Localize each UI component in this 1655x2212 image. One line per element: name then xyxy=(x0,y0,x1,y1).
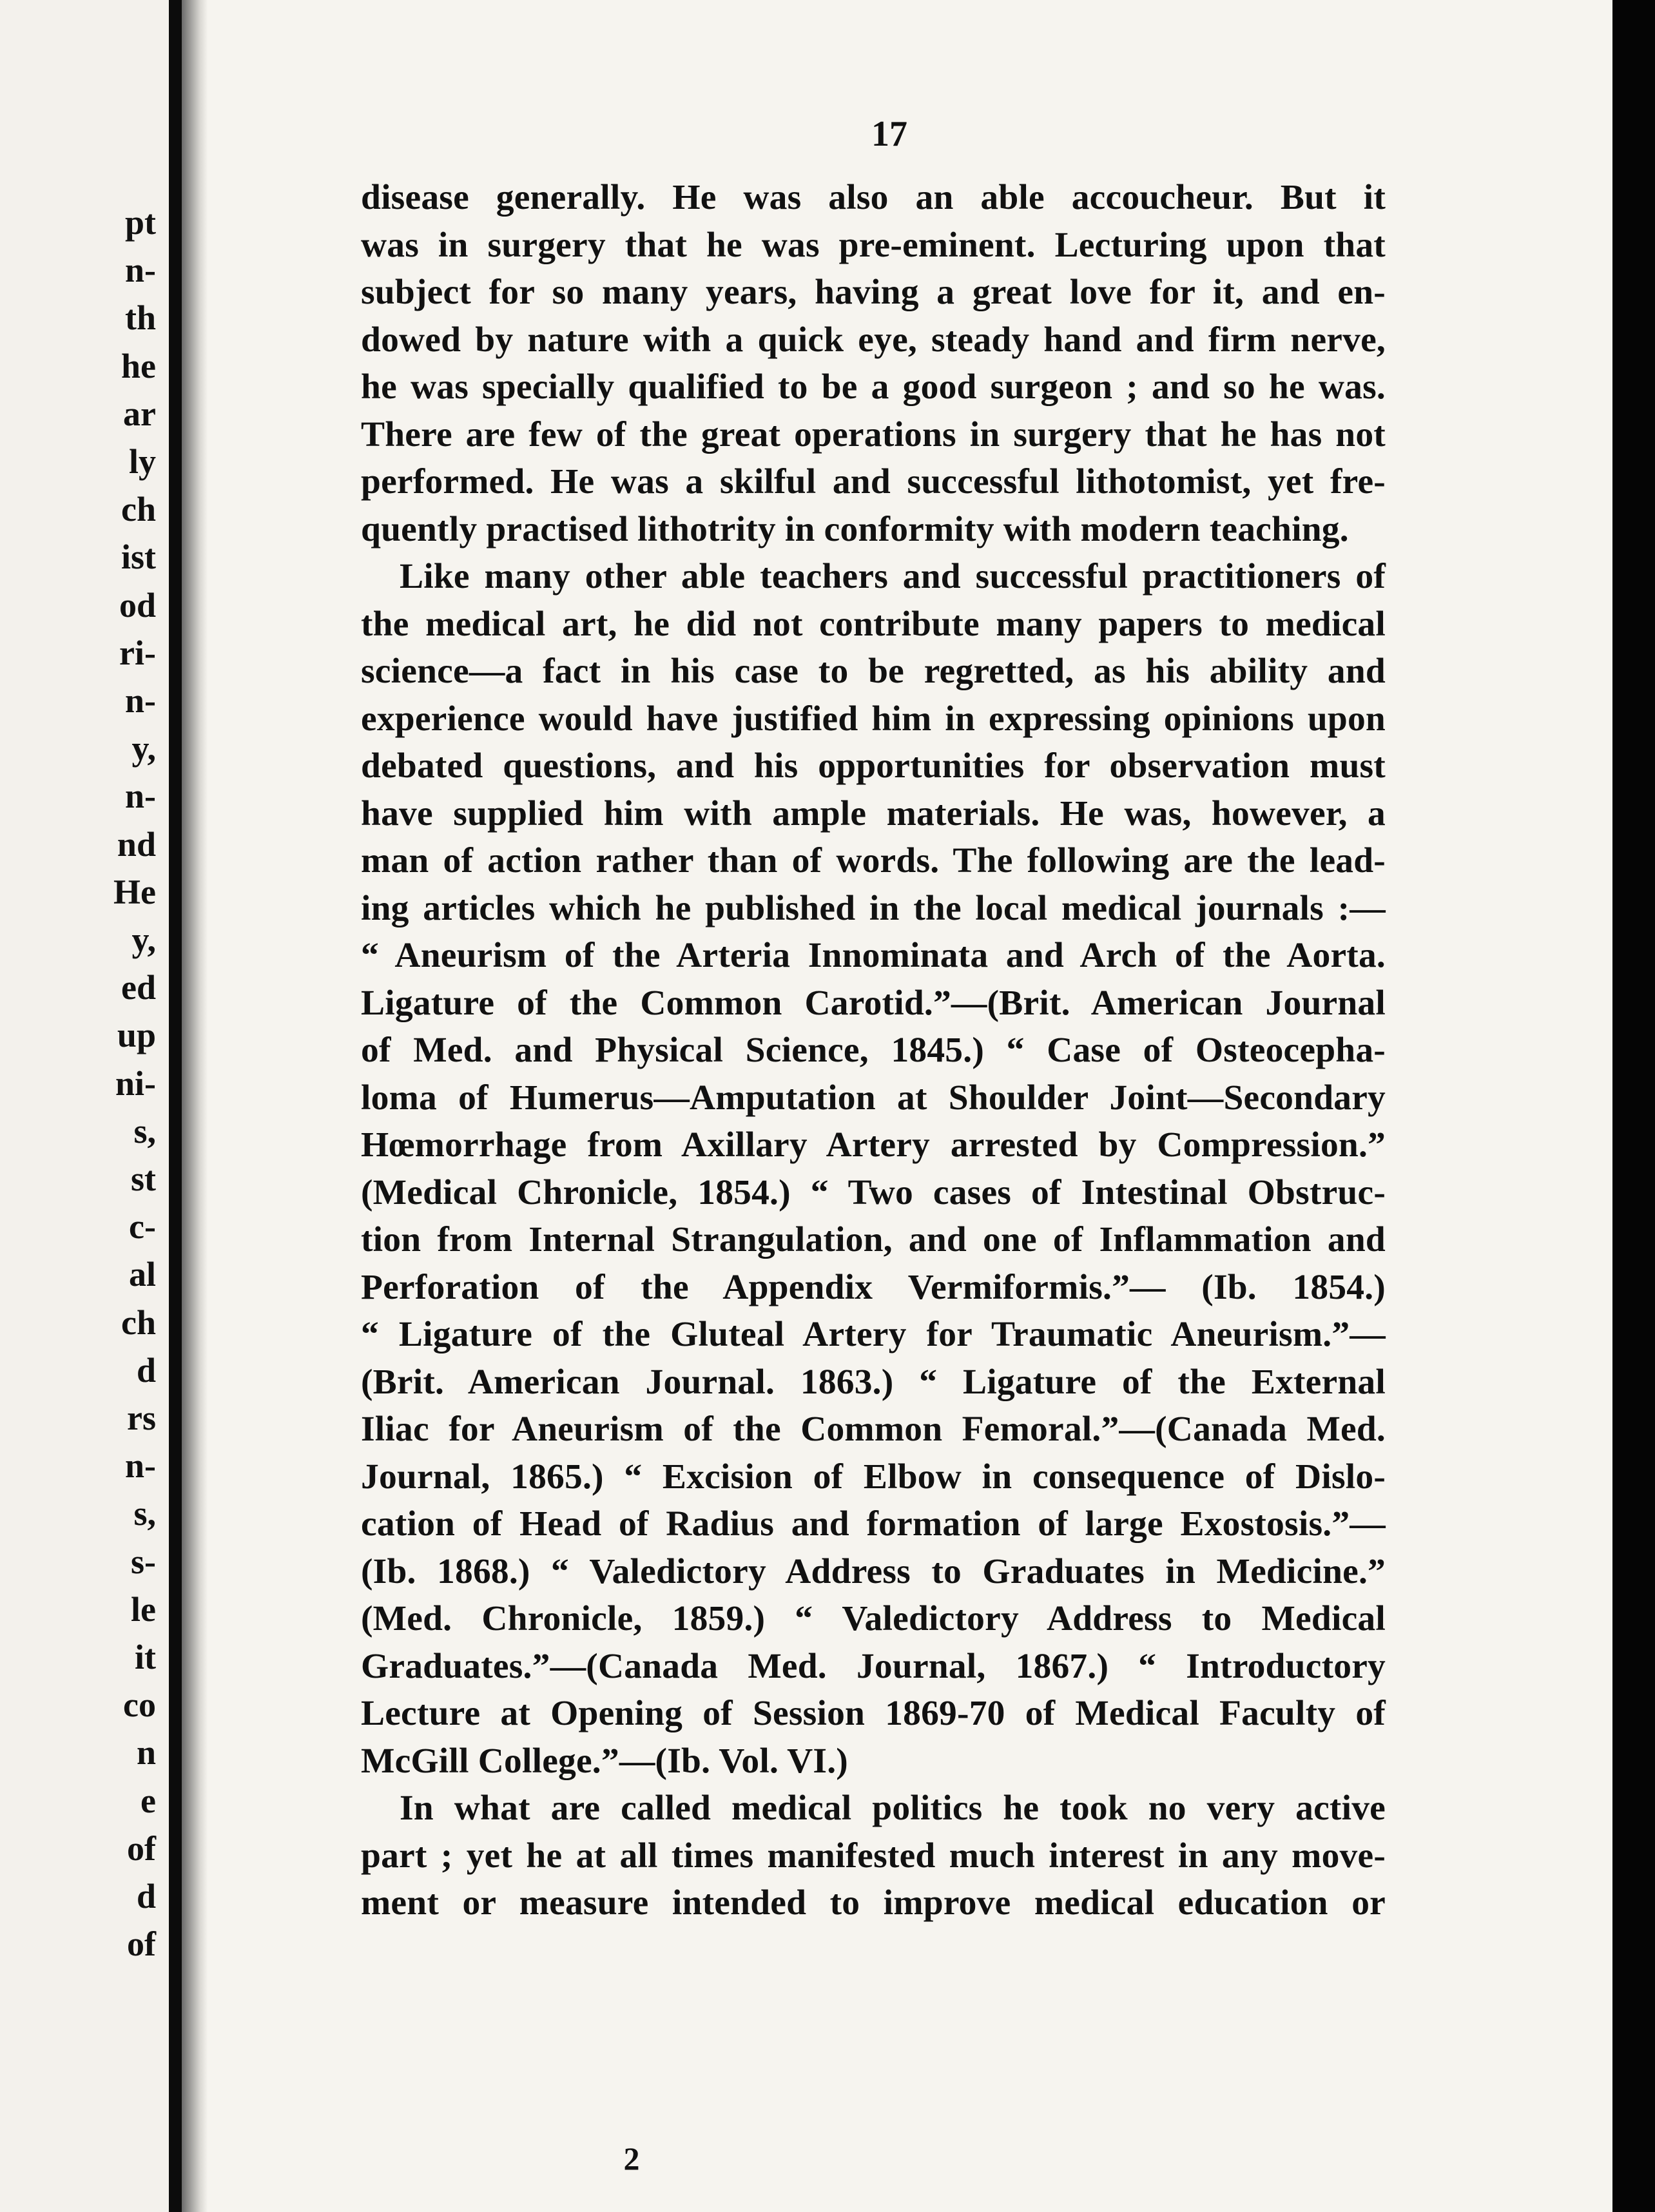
book-gutter xyxy=(169,0,182,2212)
text-line: performed. He was a skilful and successful lithotomist, yet fre- xyxy=(361,462,1386,501)
left-page-fragment: ch xyxy=(121,490,156,529)
text-line: Ligature of the Common Carotid.”—(Brit. American Journal xyxy=(361,983,1386,1023)
text-line: man of action rather than of words. The following are the lead- xyxy=(361,841,1386,880)
text-line: have supplied him with ample materials. He was, however, a xyxy=(361,793,1386,833)
signature-mark: 2 xyxy=(623,2140,640,2177)
left-page-fragment: s, xyxy=(133,1111,156,1150)
text-line: quently practised lithotrity in conformity with modern teaching. xyxy=(361,509,1349,549)
left-page-fragment: n xyxy=(136,1733,156,1772)
gutter-shadow xyxy=(182,0,208,2212)
left-page-fragment: n- xyxy=(124,1446,156,1486)
text-line: “ Ligature of the Gluteal Artery for Traumatic Aneurism.”— xyxy=(361,1315,1386,1354)
left-page-fragment: of xyxy=(127,1829,156,1868)
left-page-fragment: st xyxy=(131,1159,156,1198)
text-line: of Med. and Physical Science, 1845.) “ Case of Osteocepha- xyxy=(361,1031,1386,1070)
text-line: (Brit. American Journal. 1863.) “ Ligature of the External xyxy=(361,1362,1386,1402)
text-line: Iliac for Aneurism of the Common Femoral.”—(Canada Med. xyxy=(361,1410,1386,1449)
text-line: Hœmorrhage from Axillary Artery arrested by Compression.” xyxy=(361,1125,1386,1165)
text-line: loma of Humerus—Amputation at Shoulder Joint—Secondary xyxy=(361,1078,1386,1118)
text-line: Lecture at Opening of Session 1869-70 of Medical Faculty of xyxy=(361,1694,1386,1733)
left-facing-page xyxy=(0,0,169,2212)
text-line: McGill College.”—(Ib. Vol. VI.) xyxy=(361,1741,848,1781)
left-page-fragment: up xyxy=(117,1016,156,1055)
left-page-fragment: al xyxy=(128,1255,156,1294)
left-page-fragment: d xyxy=(136,1350,156,1390)
left-page-fragment: e xyxy=(140,1781,156,1820)
left-page-fragment: of xyxy=(127,1925,156,1964)
text-line: (Med. Chronicle, 1859.) “ Valedictory Address to Medical xyxy=(361,1599,1386,1638)
text-line: science—a fact in his case to be regretted, as his ability and xyxy=(361,652,1386,691)
left-page-fragment: nd xyxy=(117,824,156,864)
text-line: (Medical Chronicle, 1854.) “ Two cases of Intestinal Obstruc- xyxy=(361,1172,1386,1212)
left-page-fragment: le xyxy=(131,1589,156,1629)
text-line: debated questions, and his opportunities for observation must xyxy=(361,746,1386,786)
text-line: There are few of the great operations in surgery that he has not xyxy=(361,414,1386,454)
left-page-fragment: s- xyxy=(131,1542,156,1581)
text-line: “ Aneurism of the Arteria Innominata and Arch of the Aorta. xyxy=(361,936,1386,975)
left-page-fragment: rs xyxy=(127,1399,156,1437)
left-page-fragment: co xyxy=(123,1685,156,1725)
body-text xyxy=(361,174,1386,1927)
text-line: Journal, 1865.) “ Excision of Elbow in consequence of Dislo- xyxy=(361,1457,1386,1497)
left-page-fragment: d xyxy=(136,1877,156,1916)
left-page-fragment: s, xyxy=(133,1494,156,1533)
text-line: the medical art, he did not contribute many papers to medical xyxy=(361,604,1386,644)
text-line: ment or measure intended to improve medical education or xyxy=(361,1883,1386,1923)
left-page-fragment: ist xyxy=(121,538,156,577)
text-line: subject for so many years, having a great love for it, and en- xyxy=(361,273,1386,312)
text-line: (Ib. 1868.) “ Valedictory Address to Graduates in Medicine.” xyxy=(361,1551,1386,1591)
left-page-fragment: ri- xyxy=(119,633,156,672)
text-line: he was specially qualified to be a good surgeon ; and so he was. xyxy=(361,367,1386,407)
left-page-fragment: it xyxy=(135,1638,156,1676)
text-line: was in surgery that he was pre-eminent. Lecturing upon that xyxy=(361,225,1386,265)
left-page-fragment: od xyxy=(119,585,156,625)
text-line: part ; yet he at all times manifested much interest in any move- xyxy=(361,1836,1386,1876)
left-page-fragment: ni- xyxy=(115,1063,156,1103)
left-page-fragment: he xyxy=(121,346,156,385)
text-line: cation of Head of Radius and formation of large Exostosis.”— xyxy=(361,1504,1386,1544)
left-page-fragment: c- xyxy=(129,1207,156,1247)
left-page-fragment: ly xyxy=(128,442,156,481)
left-page-fragment: n- xyxy=(124,251,156,290)
text-line: tion from Internal Strangulation, and one of Inflammation and xyxy=(361,1220,1386,1259)
left-page-fragment: y, xyxy=(131,920,156,959)
text-line: ing articles which he published in the local medical journals :— xyxy=(361,888,1386,928)
text-line: Like many other able teachers and successful practitioners of xyxy=(400,557,1386,596)
text-line: Perforation of the Appendix Vermiformis.”— (Ib. 1854.) xyxy=(361,1267,1386,1307)
left-page-fragment: ch xyxy=(121,1303,156,1342)
text-line: experience would have justified him in expressing opinions upon xyxy=(361,699,1386,739)
text-line: dowed by nature with a quick eye, steady hand and firm nerve, xyxy=(361,320,1386,360)
scan-border xyxy=(1612,0,1655,2212)
text-line: In what are called medical politics he took no very active xyxy=(400,1789,1386,1828)
left-page-fragment: n- xyxy=(124,681,156,720)
left-page-fragment: He xyxy=(113,872,156,911)
left-page-fragment: ar xyxy=(123,394,156,433)
left-page-fragment: th xyxy=(124,298,156,338)
text-line: Graduates.”—(Canada Med. Journal, 1867.) “ Introductory xyxy=(361,1646,1386,1686)
text-line: disease generally. He was also an able accoucheur. But it xyxy=(361,178,1386,217)
left-page-fragment: y, xyxy=(131,729,156,768)
left-page-fragment: pt xyxy=(124,203,156,242)
page-number: 17 xyxy=(871,114,907,154)
left-page-fragment: ed xyxy=(121,968,156,1007)
left-page-fragment: n- xyxy=(124,777,156,816)
